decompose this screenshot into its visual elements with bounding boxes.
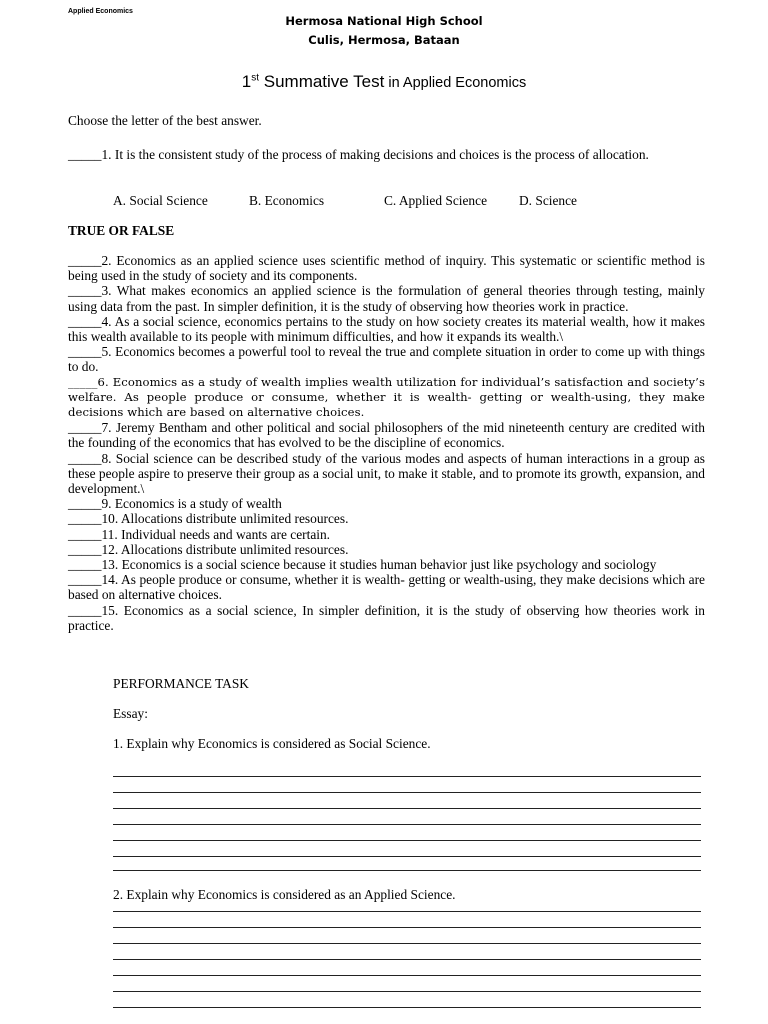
answer-line: [113, 792, 701, 793]
instructions: Choose the letter of the best answer.: [68, 113, 262, 128]
tf-item-5: _____5. Economics becomes a powerful tool to reveal the true and complete situation in order to come up with things to do.: [68, 344, 705, 375]
tf-item-3: _____3. What makes economics an applied science is the formulation of general theories through testing, mainly using data from the past. In simpler definition, it is the study of observing how theories work in practice.: [68, 283, 705, 314]
answer-line: [113, 927, 701, 928]
choice-c: C. Applied Science: [384, 193, 488, 208]
tf-item-12: _____12. Allocations distribute unlimited resources.: [68, 541, 349, 557]
essay-question-1: 1. Explain why Economics is considered as Social Science.: [113, 736, 431, 751]
tf-item-6: _____6. Economics as a study of wealth implies wealth utilization for individual’s satisfaction and society’s welfare. As people produce or consume, whether it is wealth- getting or wealth-using, they make decisions which are based on alternative choices.: [68, 374, 705, 420]
true-false-list: [68, 253, 705, 633]
essay-question-2: 2. Explain why Economics is considered as an Applied Science.: [113, 887, 456, 902]
answer-line: [113, 943, 701, 944]
title-main: Summative Test: [259, 72, 385, 91]
tf-item-7: _____7. Jeremy Bentham and other political and social philosophers of the mid nineteenth century are credited with the founding of the economics that has evolved to be the discipline of economics.: [68, 420, 705, 451]
tf-item-15: _____15. Economics as a social science, In simpler definition, it is the study of observing how theories work in practice.: [68, 602, 705, 633]
question-1: _____1. It is the consistent study of the process of making decisions and choices is the process of allocation.: [68, 147, 649, 162]
title-ordinal: 1: [241, 72, 252, 91]
essay-label: Essay:: [113, 706, 148, 721]
school-address: Culis, Hermosa, Bataan: [308, 33, 460, 47]
tf-item-13: _____13. Economics is a social science because it studies human behavior just like psychology and sociology: [68, 557, 657, 573]
performance-task-heading: PERFORMANCE TASK: [113, 676, 249, 691]
answer-line: [113, 911, 701, 912]
answer-line: [113, 870, 701, 871]
answer-line: [113, 991, 701, 992]
answer-line: [113, 975, 701, 976]
choice-b: B. Economics: [249, 193, 325, 208]
tf-item-11: _____11. Individual needs and wants are certain.: [68, 526, 331, 542]
true-false-heading: TRUE OR FALSE: [68, 223, 175, 238]
answer-line: [113, 776, 701, 777]
choice-d: D. Science: [519, 193, 578, 208]
answer-line: [113, 1007, 701, 1008]
test-title: [0, 72, 768, 92]
answer-line: [113, 808, 701, 809]
answer-line: [113, 856, 701, 857]
title-suffix: in Applied Economics: [384, 75, 527, 91]
header-corner-label: Applied Economics: [68, 8, 133, 15]
tf-item-9: _____9. Economics is a study of wealth: [68, 496, 282, 512]
answer-line: [113, 824, 701, 825]
choice-a: A. Social Science: [113, 193, 208, 208]
answer-line: [113, 959, 701, 960]
tf-item-10: _____10. Allocations distribute unlimited resources.: [68, 511, 349, 527]
school-name: Hermosa National High School: [285, 14, 483, 28]
tf-item-4: _____4. As a social science, economics pertains to the study on how society creates its material wealth, how it makes this wealth available to its people with minimum difficulties, and how it expands its wealth.\: [68, 313, 705, 345]
tf-item-14: _____14. As people produce or consume, whether it is wealth- getting or wealth-using, they make decisions which are based on alternative choices.: [68, 572, 705, 603]
tf-item-2: _____2. Economics as an applied science uses scientific method of inquiry. This systematic or scientific method is being used in the study of society and its components.: [68, 253, 705, 284]
title-superscript: st: [251, 72, 260, 84]
answer-line: [113, 840, 701, 841]
tf-item-8: _____8. Social science can be described study of the various modes and aspects of human interactions in a group as these people aspire to preserve their group as a social unit, to make it stable, and to promote its growth, expansion, and development.\: [68, 450, 705, 497]
